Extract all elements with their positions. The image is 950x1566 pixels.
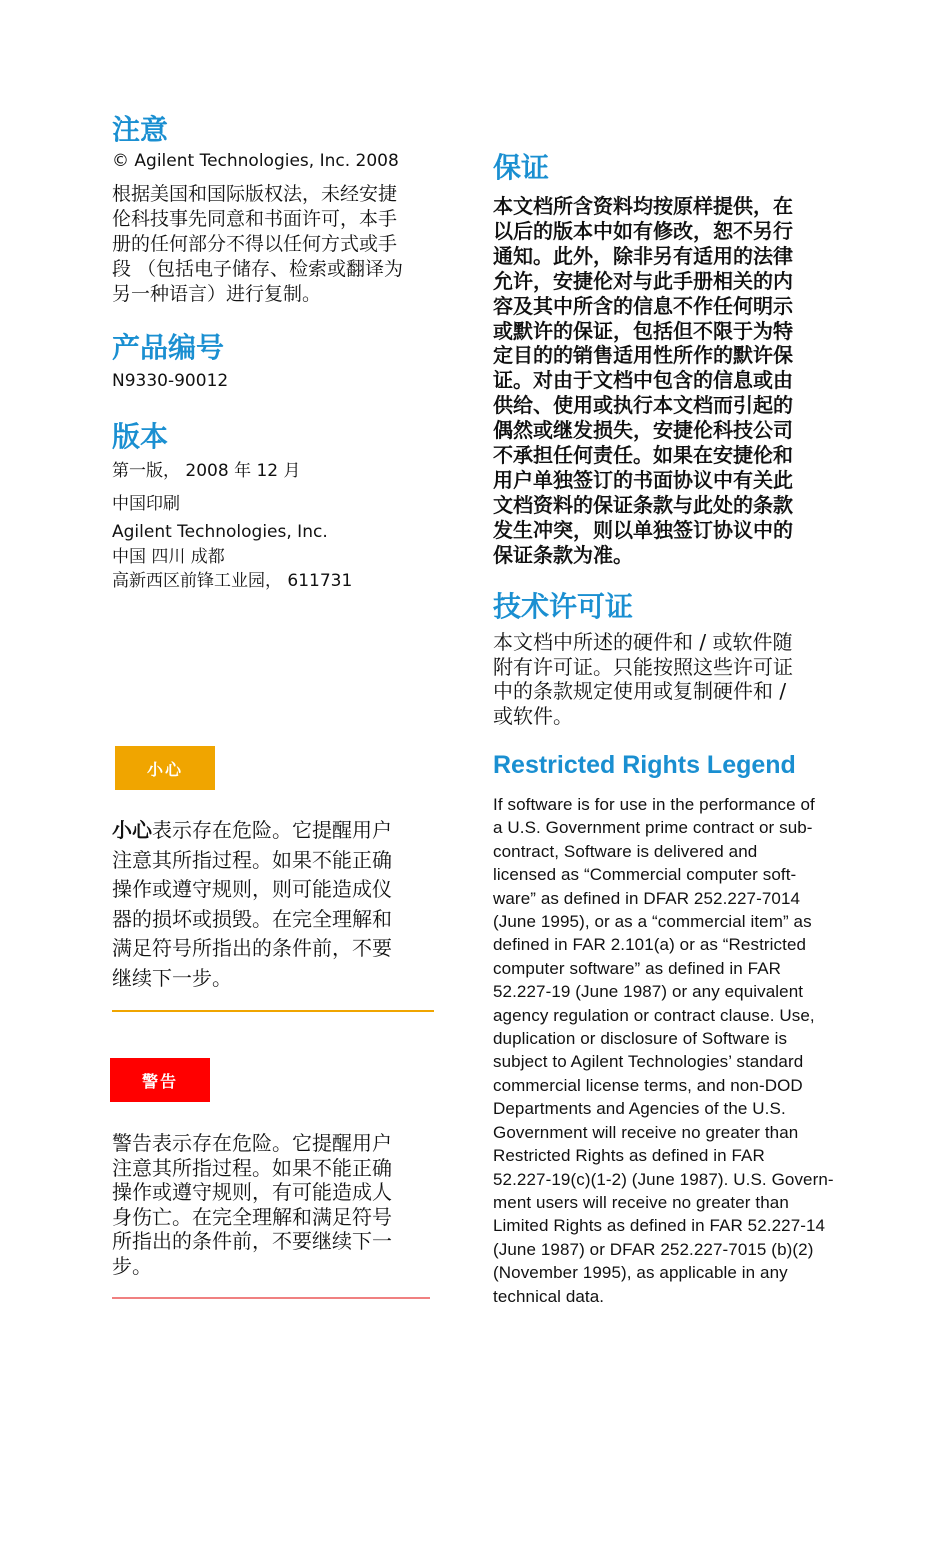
notice-body: 根据美国和国际版权法，未经安捷 伦科技事先同意和书面许可，本手 册的任何部分不得以任何方式或手 段 （包括电子储存、检索或翻译为 另一种语言）进行复制。 (112, 183, 404, 305)
warning-badge-label: 警告 (141, 1071, 178, 1091)
edition-heading: 版本 (112, 420, 169, 453)
restricted-body: If software is for use in the performance of a U.S. Government prime contract or sub- contract, Software is delivered and licensed as “Commercial computer soft- ware” as defined in DFAR 252.227-7014 (June 1995), or as a “commercial item” as defined in FAR 2.101(a) or as “Restricted computer software” as defined in FAR 52.227-19 (June 1987) or any equivalent agency regulation or contract clause. Use, duplication or disclosure of Software is subject to Agilent Technologies’ standard commercial license terms, and non-DOD Departments and Agencies of the U.S. Government will receive no greater than Restricted Rights as defined in FAR 52.227-19(c)(1-2) (June 1987). U.S. Govern- ment users will receive no greater than Limited Rights as defined in FAR 52.227-14 (June 1987) or DFAR 252.227-7015 (b)(2) (November 1995), as applicable in any technical data. (493, 795, 834, 1306)
caution-lead: 小心 (112, 818, 152, 842)
caution-rule (112, 1010, 434, 1012)
edition-line: 第一版， 2008 年 12 月 (112, 461, 301, 481)
license-heading: 技术许可证 (493, 590, 634, 623)
part-number-value: N9330-90012 (112, 371, 229, 391)
warning-rule (112, 1297, 430, 1299)
caution-badge (115, 746, 215, 790)
printed-in: 中国印刷 (112, 494, 180, 514)
copyright-line: © Agilent Technologies, Inc. 2008 (112, 151, 399, 171)
restricted-heading: Restricted Rights Legend (493, 751, 796, 779)
caution-text: 表示存在危险。它提醒用户 注意其所指过程。如果不能正确 操作或遵守规则，则可能造成仪 器的损坏或损毁。在完全理解和 满足符号所指出的条件前，不要 继续下一步。 (112, 818, 392, 990)
company-name: Agilent Technologies, Inc. (112, 522, 328, 542)
caution-body (112, 816, 452, 994)
address-line-2: 高新西区前锋工业园， 611731 (112, 571, 353, 591)
caution-badge-label: 小心 (146, 759, 183, 779)
license-body: 本文档中所述的硬件和 / 或软件随 附有许可证。只能按照这些许可证 中的条款规定使用或复制硬件和 / 或软件。 (493, 630, 793, 729)
warranty-body: 本文档所含资料均按原样提供，在 以后的版本中如有修改，恕不另行 通知。此外，除非另有适用的法律 允许，安捷伦对与此手册相关的内 容及其中所含的信息不作任何明示 或默许的保证，包括但不限于为特 定目的的销售适用性所作的默许保 证。对由于文档中包含的信息或由 供给、使用或执行本文档而引起的 偶然或继发损失，安捷伦科技公司 不承担任何责任。如果在安捷伦和 用户单独签订的书面协议中有关此 文档资料的保证条款与此处的条款 发生冲突，则以单独签订协议中的 保证条款为准。 (493, 194, 793, 567)
part-number-heading: 产品编号 (112, 331, 225, 364)
warning-badge (110, 1058, 210, 1102)
warning-body: 警告表示存在危险。它提醒用户 注意其所指过程。如果不能正确 操作或遵守规则，有可能造成人 身伤亡。在完全理解和满足符号 所指出的条件前，不要继续下一 步。 (112, 1131, 392, 1278)
notice-heading: 注意 (112, 113, 169, 146)
address-line-1: 中国 四川 成都 (112, 547, 225, 567)
warranty-heading: 保证 (493, 151, 550, 184)
